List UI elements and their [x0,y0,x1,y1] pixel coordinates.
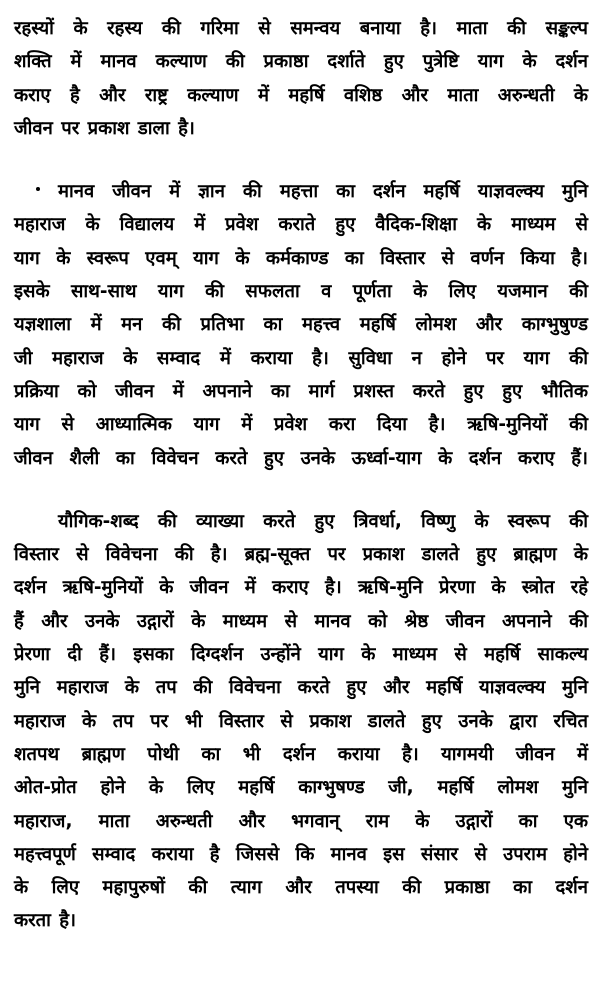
text-line: यौगिक-शब्द की व्याख्या करते हुए त्रिवर्धा, विष्णु के स्वरूप की [58,510,588,532]
text-line: प्रक्रिया को जीवन में अपनाने का मार्ग प्रशस्त करते हुए हुए भौतिक [14,380,588,402]
text-line: रहस्यों के रहस्य की गरिमा से समन्वय बनाया है। माता की सङ्कल्प [14,18,588,39]
paragraph-3 [14,505,588,938]
text-line: इसके साथ-साथ याग की सफलता व पूर्णता के लिए यजमान की [14,281,588,303]
text-line: जीवन पर प्रकाश डाला है। [14,117,195,139]
text-line: जी महाराज के सम्वाद में कराया है। सुविधा न होने पर याग की [14,347,588,369]
text-line: यज्ञशाला में मन की प्रतिभा का महत्त्व महर्षि लोमश और काग्भुषुण्ड [14,314,588,336]
text-line: महाराज, माता अरुन्धती और भगवान् राम के उद्गारों का एक [14,810,588,832]
paragraph-2 [14,175,588,475]
text-line: कराए है और राष्ट्र कल्याण में महर्षि वशिष्ठ और माता अरुन्धती के [14,84,588,106]
text-line: हैं और उनके उद्गारों के माध्यम से मानव को श्रेष्ठ जीवन अपनाने की [14,610,588,632]
text-line: जीवन शैली का विवेचन करते हुए उनके ऊर्ध्वा-याग के दर्शन कराए हैं। [14,447,588,469]
paragraph-1 [14,12,588,145]
text-line: शक्ति में मानव कल्याण की प्रकाष्ठा दर्शाते हुए पुत्रेष्टि याग के दर्शन [14,51,588,73]
stray-ink-dot [36,187,40,191]
text-line: याग से आध्यात्मिक याग में प्रवेश करा दिया है। ऋषि-मुनियों की [14,414,588,436]
text-line: विस्तार से विवेचना की है। ब्रह्म-सूक्त पर प्रकाश डालते हुए ब्राह्मण के [14,544,588,566]
text-line: मानव जीवन में ज्ञान की महत्ता का दर्शन महर्षि याज्ञवल्क्य मुनि [58,181,588,203]
text-line: महाराज के विद्यालय में प्रवेश कराते हुए वैदिक-शिक्षा के माध्यम से [14,214,588,236]
text-line: महत्त्वपूर्ण सम्वाद कराया है जिससे कि मानव इस संसार से उपराम होने [14,843,588,865]
text-line: मुनि महाराज के तप की विवेचना करते हुए और महर्षि याज्ञवल्क्य मुनि [14,677,588,699]
text-line: ओत-प्रोत होने के लिए महर्षि काग्भुषण्ड जी, महर्षि लोमश मुनि [14,777,588,799]
text-line: के लिए महापुरुषों की त्याग और तपस्या की प्रकाष्ठा का दर्शन [14,877,588,899]
text-line: प्रेरणा दी हैं। इसका दिग्दर्शन उन्होंने याग के माध्यम से महर्षि साकल्य [14,644,588,666]
text-line: महाराज के तप पर भी विस्तार से प्रकाश डालते हुए उनके द्वारा रचित [14,710,588,732]
text-line: करता है। [14,910,77,932]
text-line: याग के स्वरूप एवम् याग के कर्मकाण्ड का विस्तार से वर्णन किया है। [14,247,588,269]
text-line: शतपथ ब्राह्मण पोथी का भी दर्शन कराया है। यागमयी जीवन में [14,743,588,765]
text-line: दर्शन ऋषि-मुनियों के जीवन में कराए है। ऋषि-मुनि प्रेरणा के स्त्रोत रहे [14,577,588,599]
